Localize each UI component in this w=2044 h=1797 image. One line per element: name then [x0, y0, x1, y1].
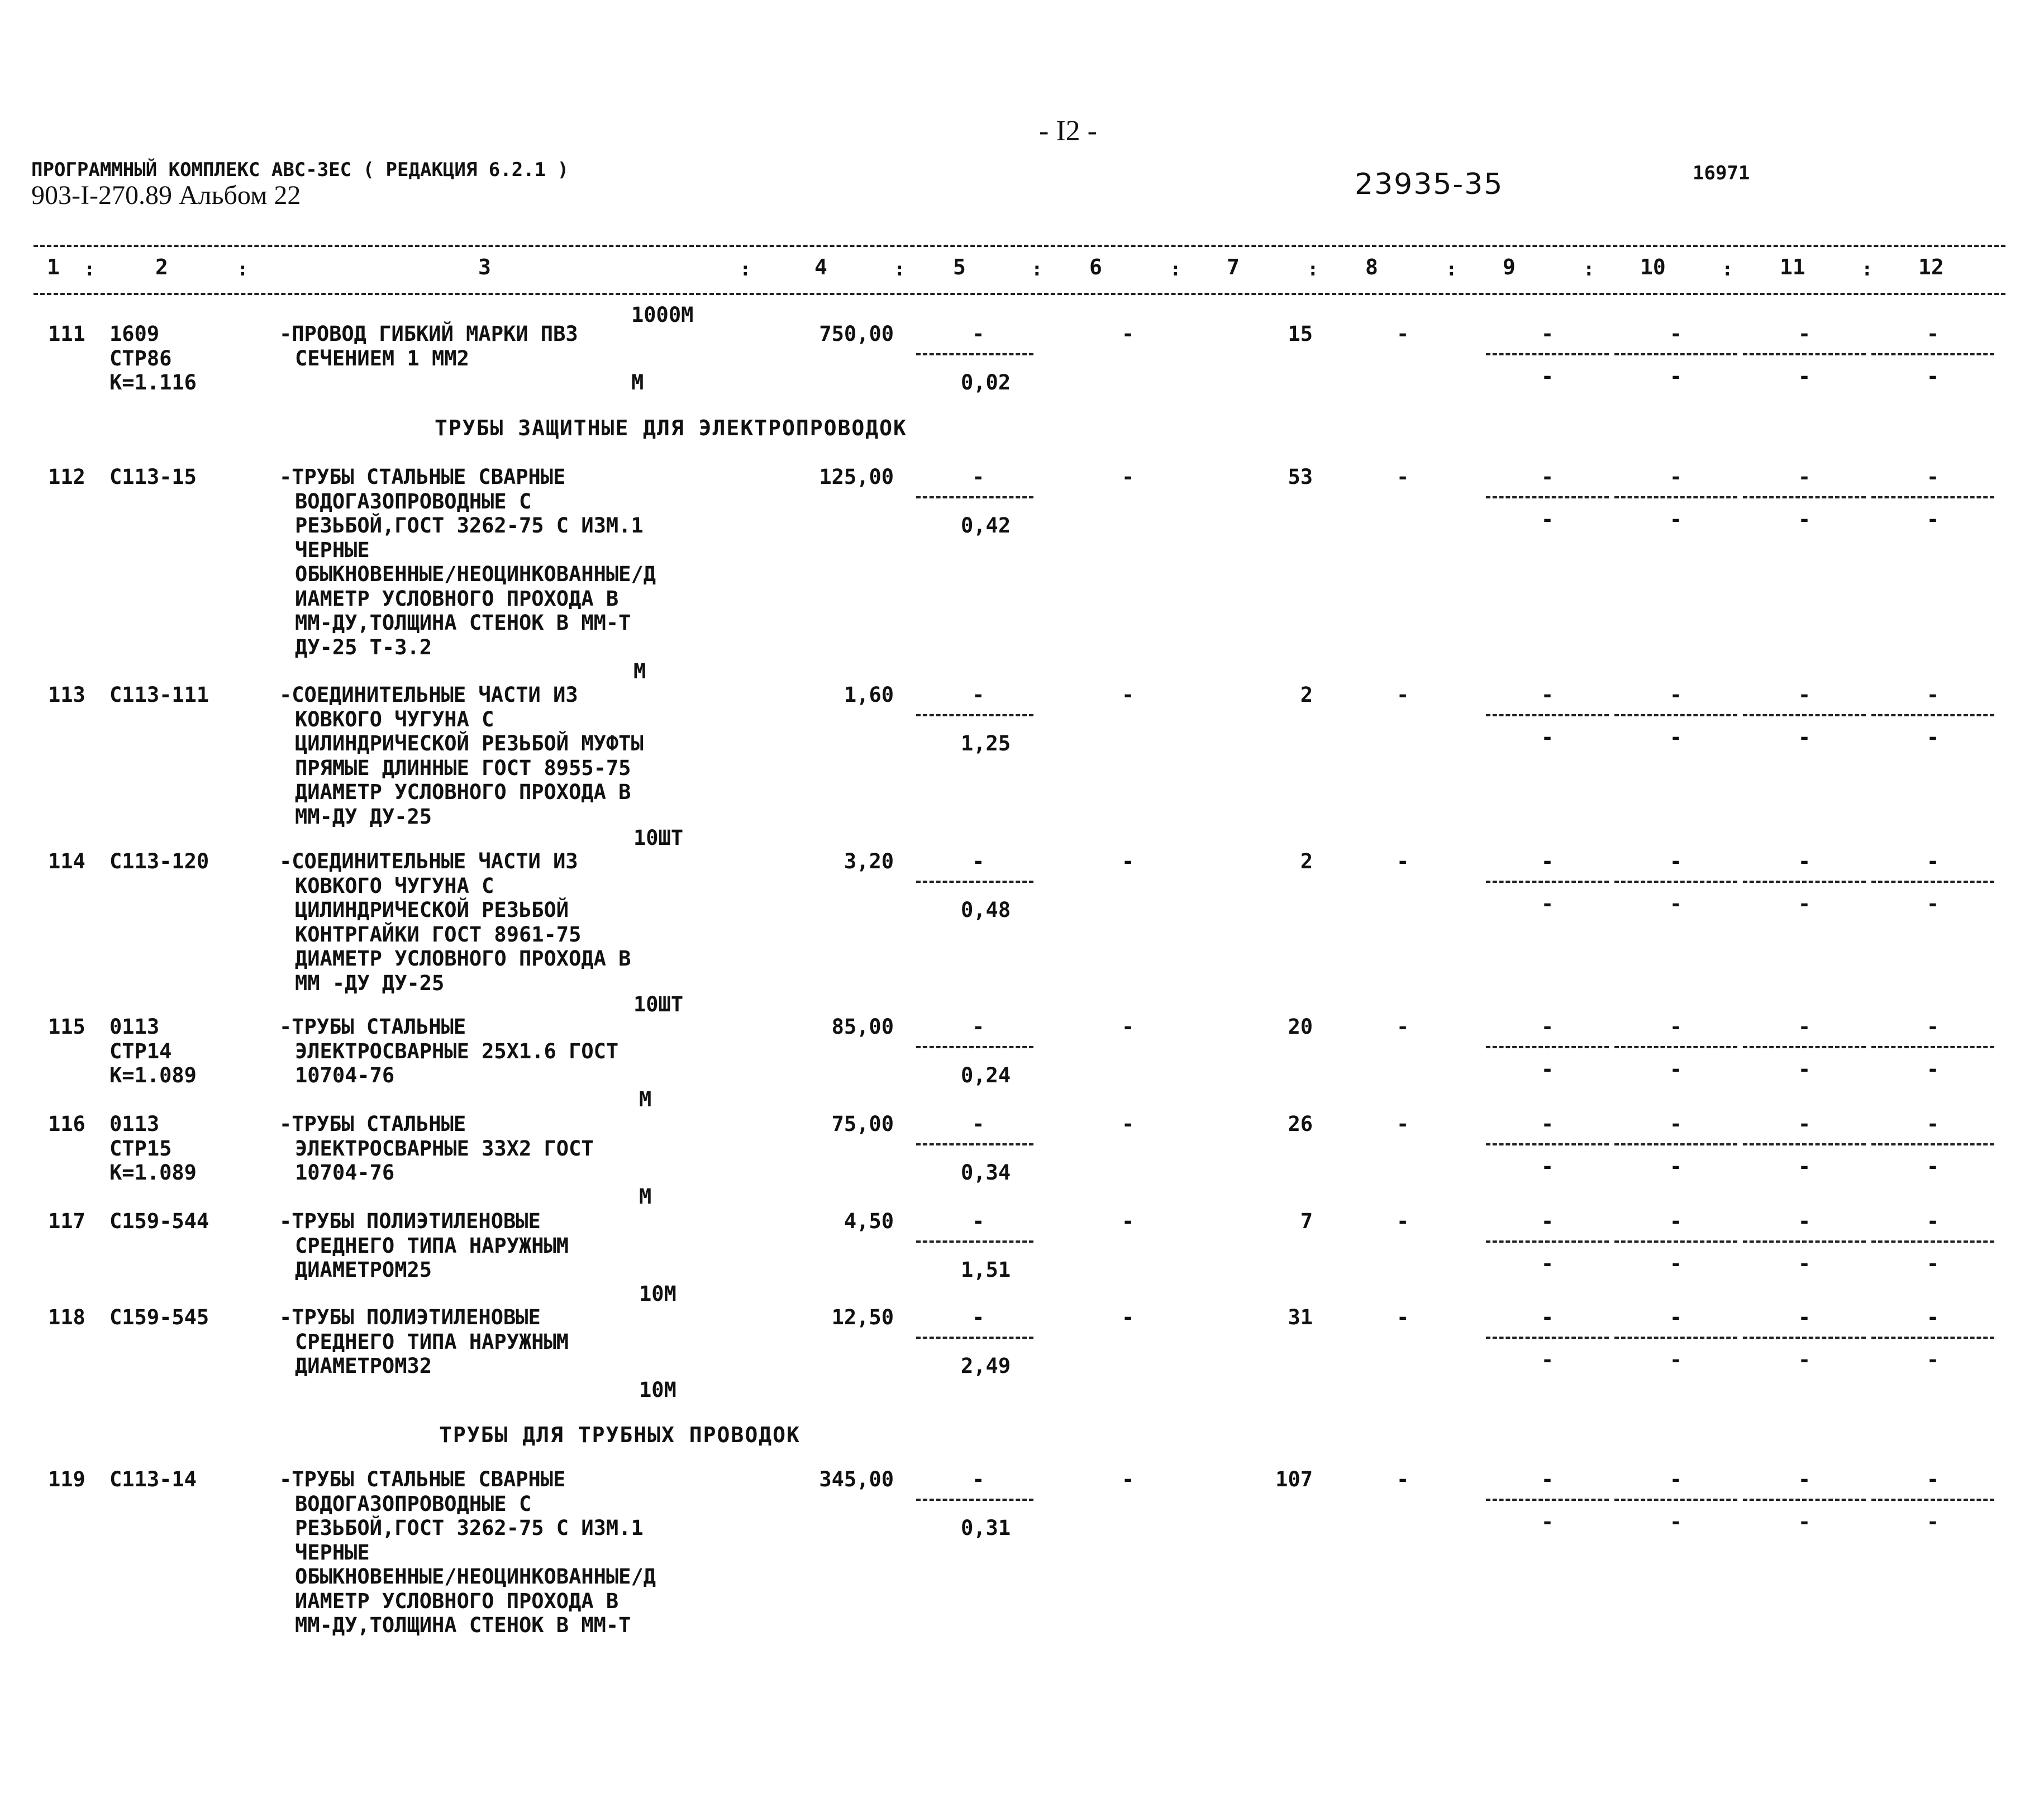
section-heading: ТРУБЫ ДЛЯ ТРУБНЫХ ПРОВОДОК: [439, 1423, 801, 1447]
fraction-line: [916, 1240, 1033, 1243]
column-header: 7: [1227, 255, 1240, 279]
fraction-line: [916, 353, 1033, 355]
column-header: 4: [814, 255, 827, 279]
col12-value: - -: [1871, 1112, 1994, 1137]
column-separator: :: [1722, 258, 1733, 281]
column-header: 10: [1640, 255, 1666, 279]
row-description: -ТРУБЫ СТАЛЬНЫЕ ЭЛЕКТРОСВАРНЫЕ 25Х1.6 ГОСТ 10704-76: [279, 1015, 619, 1087]
unit-label: 10М: [639, 1282, 676, 1306]
value-bottom: 1,51: [961, 1258, 1011, 1282]
row-code: С113-14: [109, 1467, 197, 1491]
col11-value: - -: [1743, 1467, 1866, 1492]
col11-value: - -: [1743, 322, 1866, 346]
col8-value: -: [1397, 322, 1409, 346]
value-bottom: 2,49: [961, 1354, 1011, 1378]
quantity: 75,00: [831, 1112, 894, 1136]
col9-value: - -: [1486, 465, 1609, 489]
column-separator: :: [740, 258, 751, 281]
unit-label: 10ШТ: [633, 992, 684, 1016]
column-separator: :: [237, 258, 249, 281]
fraction-line: [916, 1143, 1033, 1145]
header-rule-top: [34, 245, 2005, 247]
value-bottom: 1,25: [961, 731, 1011, 755]
col9-value: - -: [1486, 849, 1609, 874]
col10-value: - -: [1614, 1112, 1737, 1137]
col9-value: - -: [1486, 1467, 1609, 1492]
row-code: 0113 СТР15 К=1.089: [109, 1112, 197, 1185]
column-header: 8: [1365, 255, 1378, 279]
row-code: С159-545: [109, 1305, 209, 1329]
value-bottom: 0,42: [961, 514, 1011, 538]
col9-value: - -: [1486, 683, 1609, 707]
col10-value: - -: [1614, 849, 1737, 874]
value-bottom: 0,24: [961, 1063, 1011, 1087]
value-top: -: [972, 465, 985, 489]
col10-value: - -: [1614, 1015, 1737, 1039]
unit-label: 10М: [639, 1378, 676, 1402]
col7-value: 2: [1300, 849, 1313, 873]
column-header: 1: [47, 255, 60, 279]
value-top: -: [972, 849, 985, 873]
fraction-line: [916, 1499, 1033, 1501]
col7-value: 7: [1300, 1209, 1313, 1233]
col8-value: -: [1397, 1209, 1409, 1233]
col9-value: - -: [1486, 1305, 1609, 1330]
quantity: 750,00: [819, 322, 894, 346]
value-top: -: [972, 322, 985, 346]
col6-value: -: [1122, 1467, 1135, 1491]
row-number: 114: [48, 849, 85, 873]
col8-value: -: [1397, 683, 1409, 707]
quantity: 345,00: [819, 1467, 894, 1491]
col6-value: -: [1122, 465, 1135, 489]
page-number: - I2 -: [1039, 115, 1097, 147]
column-header: 2: [155, 255, 168, 279]
row-number: 119: [48, 1467, 85, 1491]
quantity: 1,60: [844, 683, 894, 707]
col12-value: - -: [1871, 465, 1994, 489]
col8-value: -: [1397, 1015, 1409, 1039]
col9-value: - -: [1486, 1015, 1609, 1039]
col9-value: - -: [1486, 322, 1609, 346]
col11-value: - -: [1743, 1305, 1866, 1330]
sheet-code: 16971: [1693, 162, 1750, 184]
row-number: 118: [48, 1305, 85, 1329]
col6-value: -: [1122, 849, 1135, 873]
col12-value: - -: [1871, 849, 1994, 874]
column-header: 5: [953, 255, 966, 279]
col6-value: -: [1122, 683, 1135, 707]
row-description: -ТРУБЫ СТАЛЬНЫЕ СВАРНЫЕ ВОДОГАЗОПРОВОДНЫЕ С РЕЗЬБОЙ,ГОСТ 3262-75 С ИЗМ.1 ЧЕРНЫЕ ОБЫКНОВЕННЫЕ/НЕОЦИНКОВАННЫЕ/Д ИАМЕТР УСЛОВНОГО ПРОХОДА В ММ-ДУ,ТОЛЩИНА СТЕНОК В ММ-Т ДУ-25 Т-3.2: [279, 465, 656, 659]
col12-value: - -: [1871, 1467, 1994, 1492]
row-code: С159-544: [109, 1209, 209, 1233]
col11-value: - -: [1743, 1209, 1866, 1234]
column-separator: :: [84, 258, 96, 281]
col8-value: -: [1397, 849, 1409, 873]
column-header: 11: [1780, 255, 1805, 279]
col11-value: - -: [1743, 683, 1866, 707]
col12-value: - -: [1871, 1015, 1994, 1039]
column-header: 3: [478, 255, 491, 279]
quantity: 125,00: [819, 465, 894, 489]
fraction-line: [916, 714, 1033, 716]
quantity: 3,20: [844, 849, 894, 873]
col6-value: -: [1122, 1112, 1135, 1136]
col11-value: - -: [1743, 1112, 1866, 1137]
column-separator: :: [1031, 258, 1043, 281]
col7-value: 53: [1288, 465, 1313, 489]
row-description: -ТРУБЫ ПОЛИЭТИЛЕНОВЫЕ СРЕДНЕГО ТИПА НАРУЖНЫМ ДИАМЕТРОМ32: [279, 1305, 569, 1378]
col10-value: - -: [1614, 1209, 1737, 1234]
unit-label: 10ШТ: [633, 826, 684, 850]
row-description: -ПРОВОД ГИБКИЙ МАРКИ ПВЗ СЕЧЕНИЕМ 1 ММ2: [279, 322, 578, 370]
col7-value: 107: [1275, 1467, 1313, 1491]
value-top: -: [972, 1305, 985, 1329]
col11-value: - -: [1743, 849, 1866, 874]
row-description: -ТРУБЫ СТАЛЬНЫЕ ЭЛЕКТРОСВАРНЫЕ 33Х2 ГОСТ 10704-76: [279, 1112, 594, 1185]
row-number: 115: [48, 1015, 85, 1039]
col7-value: 31: [1288, 1305, 1313, 1329]
program-header: ПРОГРАММНЫЙ КОМПЛЕКС АВС-3ЕС ( РЕДАКЦИЯ 6.2.1 ): [31, 159, 569, 181]
col8-value: -: [1397, 465, 1409, 489]
col12-value: - -: [1871, 683, 1994, 707]
row-code: 0113 СТР14 К=1.089: [109, 1015, 197, 1087]
fraction-line: [916, 496, 1033, 498]
col10-value: - -: [1614, 1305, 1737, 1330]
col6-value: -: [1122, 1015, 1135, 1039]
row-number: 117: [48, 1209, 85, 1233]
fraction-line: [916, 1337, 1033, 1339]
col10-value: - -: [1614, 683, 1737, 707]
value-top: -: [972, 1015, 985, 1039]
col7-value: 26: [1288, 1112, 1313, 1136]
column-header: 9: [1503, 255, 1516, 279]
value-bottom: 0,48: [961, 898, 1011, 922]
column-separator: :: [1307, 258, 1319, 281]
col10-value: - -: [1614, 465, 1737, 489]
unit-label: 1000М: [631, 303, 694, 327]
row-description: -СОЕДИНИТЕЛЬНЫЕ ЧАСТИ ИЗ КОВКОГО ЧУГУНА С ЦИЛИНДРИЧЕСКОЙ РЕЗЬБОЙ МУФТЫ ПРЯМЫЕ ДЛИННЫЕ ГОСТ 8955-75 ДИАМЕТР УСЛОВНОГО ПРОХОДА В ММ-ДУ ДУ-25: [279, 683, 644, 829]
row-description: -СОЕДИНИТЕЛЬНЫЕ ЧАСТИ ИЗ КОВКОГО ЧУГУНА С ЦИЛИНДРИЧЕСКОЙ РЕЗЬБОЙ КОНТРГАЙКИ ГОСТ 8961-75 ДИАМЕТР УСЛОВНОГО ПРОХОДА В ММ -ДУ ДУ-25: [279, 849, 631, 995]
col12-value: - -: [1871, 1305, 1994, 1330]
row-code: С113-111: [109, 683, 209, 707]
row-number: 113: [48, 683, 85, 707]
col9-value: - -: [1486, 1209, 1609, 1234]
quantity: 85,00: [831, 1015, 894, 1039]
col11-value: - -: [1743, 1015, 1866, 1039]
fraction-line: [916, 881, 1033, 883]
row-code: 1609 СТР86 К=1.116: [109, 322, 197, 394]
unit-label: М: [639, 1185, 652, 1209]
col6-value: -: [1122, 1209, 1135, 1233]
col9-value: - -: [1486, 1112, 1609, 1137]
column-separator: :: [1583, 258, 1595, 281]
col6-value: -: [1122, 1305, 1135, 1329]
col8-value: -: [1397, 1305, 1409, 1329]
value-top: -: [972, 1209, 985, 1233]
document-number: 23935-35: [1355, 168, 1504, 201]
value-top: -: [972, 1112, 985, 1136]
col7-value: 15: [1288, 322, 1313, 346]
header-rule-bottom: [34, 293, 2005, 295]
column-header: 6: [1089, 255, 1102, 279]
col6-value: -: [1122, 322, 1135, 346]
column-header: 12: [1918, 255, 1944, 279]
row-number: 116: [48, 1112, 85, 1136]
col10-value: - -: [1614, 322, 1737, 346]
row-number: 112: [48, 465, 85, 489]
value-bottom: 0,02: [961, 370, 1011, 394]
quantity: 12,50: [831, 1305, 894, 1329]
row-number: 111: [48, 322, 85, 346]
col11-value: - -: [1743, 465, 1866, 489]
value-top: -: [972, 1467, 985, 1491]
value-top: -: [972, 683, 985, 707]
value-bottom: 0,31: [961, 1516, 1011, 1540]
col12-value: - -: [1871, 1209, 1994, 1234]
unit-label: М: [631, 370, 644, 394]
fraction-line: [916, 1046, 1033, 1048]
col8-value: -: [1397, 1467, 1409, 1491]
row-description: -ТРУБЫ ПОЛИЭТИЛЕНОВЫЕ СРЕДНЕГО ТИПА НАРУЖНЫМ ДИАМЕТРОМ25: [279, 1209, 569, 1282]
value-bottom: 0,34: [961, 1161, 1011, 1185]
quantity: 4,50: [844, 1209, 894, 1233]
column-separator: :: [1861, 258, 1873, 281]
row-code: С113-120: [109, 849, 209, 873]
row-description: -ТРУБЫ СТАЛЬНЫЕ СВАРНЫЕ ВОДОГАЗОПРОВОДНЫЕ С РЕЗЬБОЙ,ГОСТ 3262-75 С ИЗМ.1 ЧЕРНЫЕ ОБЫКНОВЕННЫЕ/НЕОЦИНКОВАННЫЕ/Д ИАМЕТР УСЛОВНОГО ПРОХОДА В ММ-ДУ,ТОЛЩИНА СТЕНОК В ММ-Т: [279, 1467, 656, 1637]
section-heading: ТРУБЫ ЗАЩИТНЫЕ ДЛЯ ЭЛЕКТРОПРОВОДОК: [435, 416, 907, 440]
col7-value: 20: [1288, 1015, 1313, 1039]
row-code: С113-15: [109, 465, 197, 489]
col12-value: - -: [1871, 322, 1994, 346]
album-title: 903-I-270.89 Альбом 22: [31, 180, 301, 210]
column-separator: :: [1170, 258, 1181, 281]
col8-value: -: [1397, 1112, 1409, 1136]
column-separator: :: [894, 258, 906, 281]
col10-value: - -: [1614, 1467, 1737, 1492]
col7-value: 2: [1300, 683, 1313, 707]
unit-label: М: [639, 1087, 652, 1111]
column-separator: :: [1446, 258, 1457, 281]
unit-label: М: [633, 659, 646, 683]
